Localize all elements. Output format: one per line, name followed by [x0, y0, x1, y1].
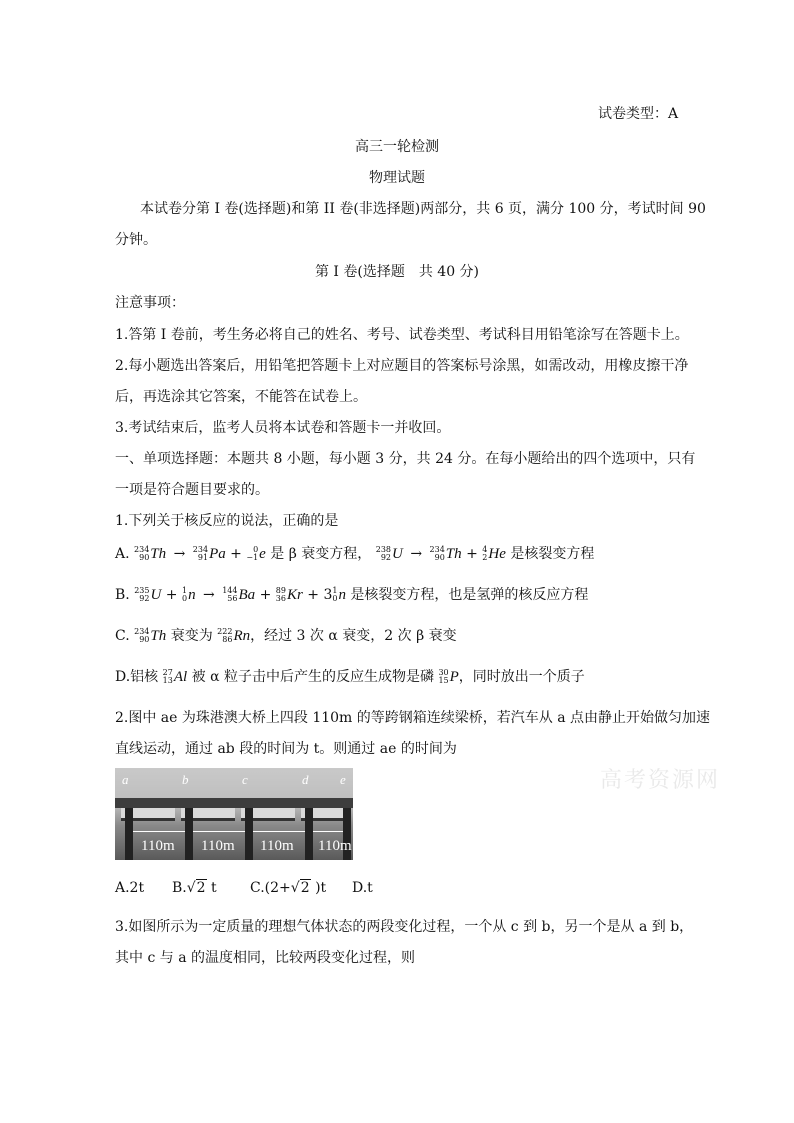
q2-line-2: 直线运动，通过 ab 段的时间为 t。则通过 ae 的时间为: [115, 741, 457, 757]
part1-line-2: 一项是符合题目要求的。: [115, 482, 269, 498]
dimension-line: [313, 831, 343, 832]
span-label: 110m: [260, 838, 294, 854]
point-e: e: [340, 772, 346, 787]
pier: [305, 808, 313, 860]
page-title: 高三一轮检测: [355, 139, 439, 155]
pier: [185, 808, 193, 860]
note-2a: 2.每小题选出答案后，用铅笔把答题卡上对应题目的答案标号涂黑，如需改动，用橡皮擦干净: [115, 358, 689, 374]
point-c: c: [242, 772, 248, 787]
part1-line-1: 一、单项选择题：本题共 8 小题，每小题 3 分，共 24 分。在每小题给出的四个选项中，只有: [115, 451, 696, 467]
q2-option-a: A.2t: [115, 880, 145, 896]
note-3: 3.考试结束后，监考人员将本试卷和答题卡一并收回。: [115, 420, 451, 436]
point-d: d: [302, 772, 309, 787]
subject-title: 物理试题: [369, 170, 425, 186]
q1-option-a: A. 234 90 Th → 234 91 Pa + 0 −1 e 是 β 衰变方程， 238 92 U → 234 90 Th + 4 2 He 是核裂变方程: [115, 545, 595, 562]
watermark: 高考资源网: [600, 768, 721, 793]
bridge-photo: [115, 768, 353, 860]
q3-line-2: 其中 c 与 a 的温度相同，比较两段变化过程，则: [115, 950, 415, 966]
note-2b: 后，再选涂其它答案，不能答在试卷上。: [115, 389, 367, 405]
dimension-line: [253, 831, 305, 832]
paper-type: 试卷类型：A: [598, 106, 679, 122]
section-title: 第 I 卷(选择题 共 40 分): [314, 264, 480, 280]
q3-line-1: 3.如图所示为一定质量的理想气体状态的两段变化过程，一个从 c 到 b，另一个是从 a 到 b，: [115, 919, 694, 935]
pier: [125, 808, 133, 860]
span-label: 110m: [141, 838, 175, 854]
q2-line-1: 2.图中 ae 为珠港澳大桥上四段 110m 的等跨钢箱连续梁桥，若汽车从 a 点由静止开始做匀加速: [115, 710, 711, 726]
point-a: a: [122, 772, 129, 787]
intro-line-2: 分钟。: [115, 232, 157, 248]
q1-stem: 1.下列关于核反应的说法，正确的是: [115, 513, 339, 529]
q1-option-c: C. 234 90 Th 衰变为 222 86 Rn，经过 3 次 α 衰变，2 次 β 衰变: [115, 627, 457, 644]
span-label: 110m: [318, 838, 352, 854]
q2-option-b: B.√2 t: [172, 880, 217, 896]
q1-option-d: D.铝核 27 13 Al 被 α 粒子击中后产生的反应生成物是磷 30 15 P，同时放出一个质子: [115, 668, 585, 685]
q1-option-b: B. 235 92 U + 1 0 n → 144 56 Ba + 89 36 Kr + 3 1 0 n 是核裂变方程，也是氢弹的核反应方程: [115, 586, 589, 603]
point-b: b: [182, 772, 189, 787]
q2-option-c: C.(2+√2 )t: [250, 880, 327, 896]
dimension-line: [193, 831, 245, 832]
span-label: 110m: [201, 838, 235, 854]
notes-heading: 注意事项：: [115, 295, 185, 311]
bridge-deck: [115, 798, 353, 808]
dimension-line: [133, 831, 185, 832]
note-1: 1.答第 I 卷前，考生务必将自己的姓名、考号、试卷类型、考试科目用铅笔涂写在答题卡上。: [115, 327, 689, 343]
q2-option-d: D.t: [352, 880, 373, 896]
pier: [245, 808, 253, 860]
intro-line-1: 本试卷分第 I 卷(选择题)和第 II 卷(非选择题)两部分，共 6 页，满分 100 分，考试时间 90: [140, 201, 706, 217]
